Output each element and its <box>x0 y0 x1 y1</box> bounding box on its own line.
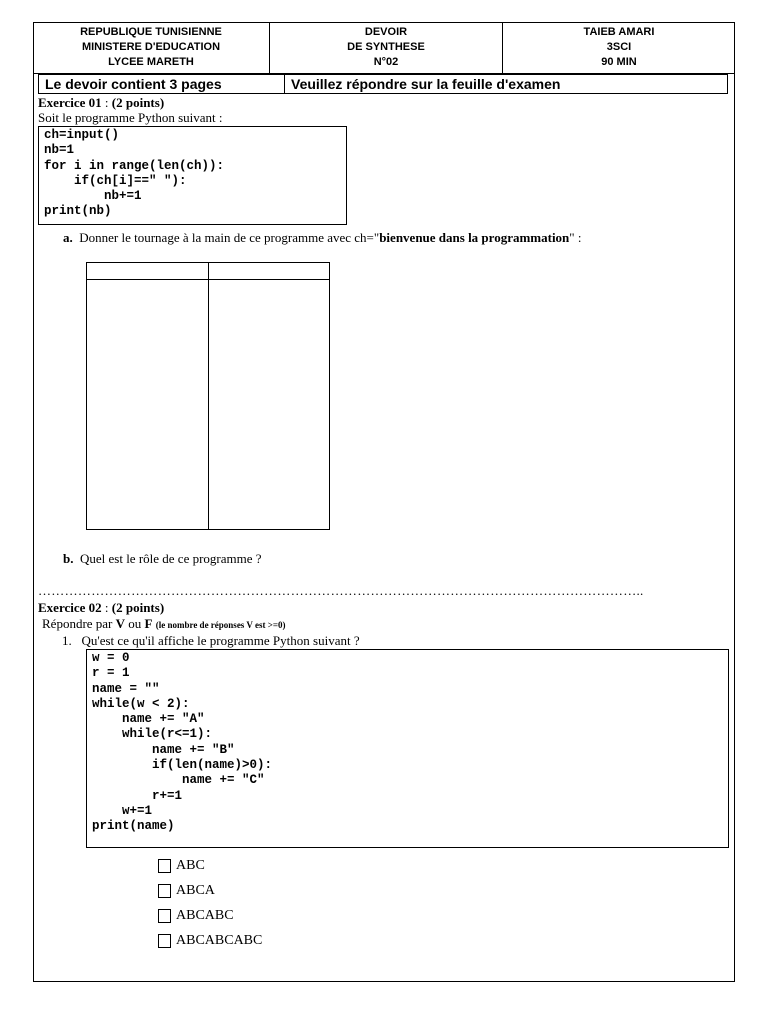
question-1 <box>62 633 360 648</box>
question-b-text: Quel est le rôle de ce programme ? <box>79 551 262 566</box>
exercise-1-points: (2 points) <box>111 95 165 110</box>
code-line: name += "B" <box>92 742 235 757</box>
intro-f: F <box>144 616 153 631</box>
code-line: r+=1 <box>92 788 183 803</box>
choice-label: ABCA <box>176 883 215 898</box>
header-line: MINISTERE D'EDUCATION <box>81 41 221 53</box>
exercise-1-title: Exercice 01 <box>38 95 102 110</box>
code-line: w+=1 <box>92 803 153 818</box>
question-b-label: b. <box>63 551 74 566</box>
table-header-line <box>87 279 329 280</box>
code-line: while(r<=1): <box>92 727 213 742</box>
code-line: nb+=1 <box>44 189 142 204</box>
table-divider <box>208 263 209 529</box>
question-1-num: 1. <box>62 633 72 648</box>
header-line: DE SYNTHESE <box>347 41 425 53</box>
answer-sheet-note: Veuillez répondre sur la feuille d'examen <box>291 76 561 92</box>
choice-option[interactable] <box>158 908 234 924</box>
question-1-text: Qu'est ce qu'il affiche le programme Python suivant ? <box>81 633 360 648</box>
exercise-1-code <box>38 126 347 225</box>
code-line: print(name) <box>92 819 175 834</box>
code-line: while(w < 2): <box>92 696 190 711</box>
checkbox-icon[interactable] <box>158 934 171 948</box>
intro-v: V <box>115 616 126 631</box>
code-line: name += "C" <box>92 773 265 788</box>
header-line: 90 MIN <box>601 56 637 68</box>
exercise-1-heading: Exercice 01 : (2 points) <box>38 95 165 110</box>
question-a-end: " : <box>569 230 582 245</box>
code-line: if(ch[i]==" "): <box>44 173 187 188</box>
header-school <box>33 22 270 73</box>
code-line: name += "A" <box>92 712 205 727</box>
instructions-banner <box>38 74 728 94</box>
page-count-note: Le devoir contient 3 pages <box>39 75 285 93</box>
exam-header <box>33 22 735 74</box>
choice-label: ABCABC <box>176 908 234 923</box>
header-exam <box>270 22 503 73</box>
exercise-2-points: (2 points) <box>111 600 165 615</box>
header-line: DEVOIR <box>364 26 408 38</box>
exercise-2-code <box>86 649 729 848</box>
exercise-1-intro: Soit le programme Python suivant : <box>38 110 223 125</box>
choice-option[interactable] <box>158 858 205 874</box>
header-line: N°02 <box>373 56 399 68</box>
choice-label: ABCABCABC <box>176 933 263 948</box>
code-line: ch=input() <box>44 128 120 142</box>
checkbox-icon[interactable] <box>158 859 171 873</box>
choice-label: ABC <box>176 858 205 873</box>
checkbox-icon[interactable] <box>158 884 171 898</box>
question-a-input: bienvenue dans la programmation <box>379 230 570 245</box>
code-line: if(len(name)>0): <box>92 758 273 773</box>
header-line: LYCEE MARETH <box>108 56 194 68</box>
question-b <box>63 551 262 566</box>
checkbox-icon[interactable] <box>158 909 171 923</box>
trace-table[interactable] <box>86 262 330 530</box>
intro-note: (le nombre de réponses V est >=0) <box>155 620 286 630</box>
header-teacher <box>503 22 735 73</box>
code-line: name = "" <box>92 681 160 696</box>
choice-option[interactable] <box>158 883 215 899</box>
intro-mid: ou <box>125 616 145 631</box>
code-line: print(nb) <box>44 204 112 219</box>
exercise-2-intro <box>42 616 285 633</box>
header-line: 3SCI <box>606 41 632 53</box>
header-line: REPUBLIQUE TUNISIENNE <box>80 26 222 38</box>
code-line: w = 0 <box>92 651 130 665</box>
answer-dotted-line[interactable]: ……………………………………………………………………………………………………………………….. <box>38 583 644 598</box>
code-line: for i in range(len(ch)): <box>44 158 225 173</box>
choice-option[interactable] <box>158 933 262 949</box>
exercise-2-heading: Exercice 02 : (2 points) <box>38 600 165 615</box>
exercise-2-title: Exercice 02 <box>38 600 102 615</box>
code-line: nb=1 <box>44 143 75 158</box>
intro-text: Répondre par <box>42 616 116 631</box>
header-line: TAIEB AMARI <box>583 26 655 38</box>
code-line: r = 1 <box>92 666 130 681</box>
question-a-label: a. <box>63 230 73 245</box>
question-a-text: Donner le tournage à la main de ce programme avec ch=" <box>79 230 380 245</box>
question-a <box>63 230 581 245</box>
